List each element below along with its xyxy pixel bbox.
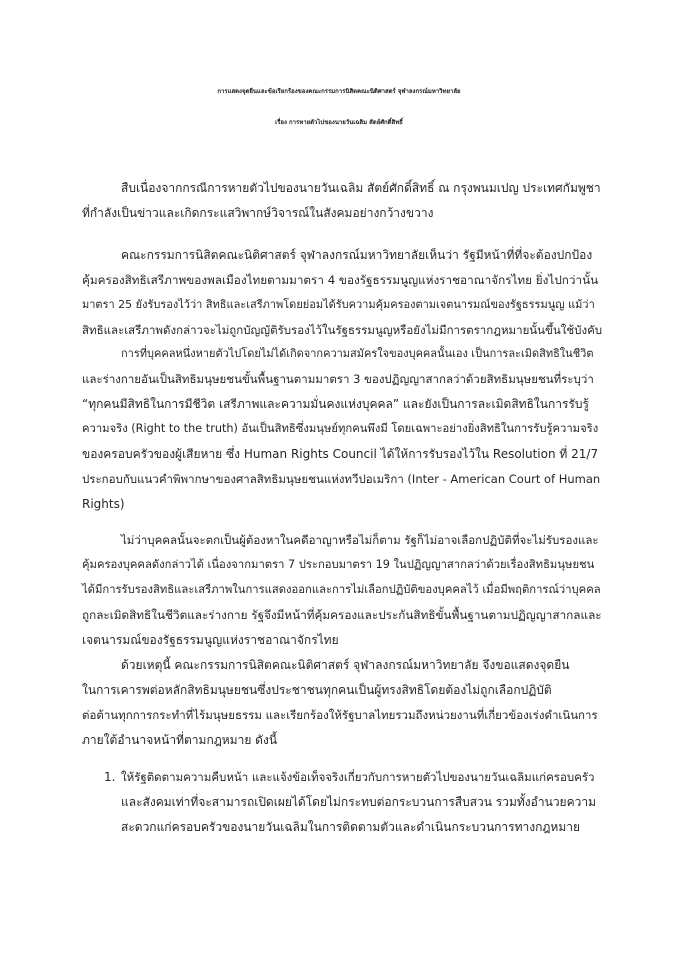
list-item-line: และสังคมเท่าที่จะสามารถเปิดเผยได้โดยไม่กระทบต่อกระบวนการสืบสวน รวมทั้งอำนวยความ [121,795,596,809]
paragraph-line: ภายใต้อำนาจหน้าที่ตามกฎหมาย ดังนี้ [82,733,278,747]
paragraph-line: ได้มีการรับรองสิทธิและเสรีภาพในการแสดงออกและการไม่เลือกปฏิบัติของบุคคลไว้ เมื่อมีพฤติการณ์ว่าบุคคล [82,583,601,596]
paragraph-line: คณะกรรมการนิสิตคณะนิติศาสตร์ จุฬาลงกรณ์มหาวิทยาลัยเห็นว่า รัฐมีหน้าที่ที่จะต้องปกป้อง [121,248,593,262]
document-subject: เรื่อง การหายตัวไปของนายวันเฉลิม สัตย์ศักดิ์สิทธิ์ [275,119,403,126]
paragraph-line: “ทุกคนมีสิทธิในการมีชีวิต เสรีภาพและความมั่นคงแห่งบุคคล” และยังเป็นการละเมิดสิทธิในการรับรู้ [82,397,589,411]
paragraph-line: คุ้มครองบุคคลดังกล่าวได้ เนื่องจากมาตรา 7 ประกอบมาตรา 19 ในปฏิญญาสากลว่าด้วยเรื่องสิทธิมนุษยชน [82,558,595,571]
list-item-line: สะดวกแก่ครอบครัวของนายวันเฉลิมในการติดตามตัวและดำเนินกระบวนการทางกฎหมาย [121,820,581,834]
paragraph-line: ของครอบครัวของผู้เสียหาย ซึ่ง Human Rights Council ได้ให้การรับรองไว้ใน Resolution ที่ 21/7 [82,447,599,461]
document-title: การแสดงจุดยืนและข้อเรียกร้องของคณะกรรมการนิสิตคณะนิติศาสตร์ จุฬาลงกรณ์มหาวิทยาลัย [217,88,461,95]
paragraph-line: คุ้มครองสิทธิเสรีภาพของพลเมืองไทยตามมาตรา 4 ของรัฐธรรมนูญแห่งราชอาณาจักรไทย ยิ่งไปกว่านั้น [82,273,599,287]
list-item-line: ให้รัฐติดตามความคืบหน้า และแจ้งข้อเท็จจริงเกี่ยวกับการหายตัวไปของนายวันเฉลิมแก่ครอบครัว [121,770,595,784]
paragraph-line: ที่กำลังเป็นข่าวและเกิดกระแสวิพากษ์วิจารณ์ในสังคมอย่างกว้างขวาง [82,206,434,220]
paragraph-line: ถูกละเมิดสิทธิในชีวิตและร่างกาย รัฐจึงมีหน้าที่คุ้มครองและประกันสิทธิขั้นพื้นฐานตามปฏิญญาสากลและ [82,608,602,622]
paragraph-line: ในการเคารพต่อหลักสิทธิมนุษยชนซึ่งประชาชนทุกคนเป็นผู้ทรงสิทธิโดยต้องไม่ถูกเลือกปฏิบัติ [82,683,552,697]
paragraph-line: เจตนารมณ์ของรัฐธรรมนูญแห่งราชอาณาจักรไทย [82,633,339,647]
paragraph-line: ไม่ว่าบุคคลนั้นจะตกเป็นผู้ต้องหาในคดีอาญาหรือไม่ก็ตาม รัฐก็ไม่อาจเลือกปฏิบัติที่จะไม่รับรองและ [121,533,599,547]
paragraph-line: สิทธิและเสรีภาพดังกล่าวจะไม่ถูกบัญญัติรับรองไว้ในรัฐธรรมนูญหรือยังไม่มีการตรากฎหมายนั้นขึ้นใช้บังคับ [82,323,603,337]
paragraph-line: ด้วยเหตุนี้ คณะกรรมการนิสิตคณะนิติศาสตร์ จุฬาลงกรณ์มหาวิทยาลัย จึงขอแสดงจุดยืน [121,658,570,672]
list-item-number: 1. [104,770,116,784]
paragraph-line: Rights) [82,497,125,511]
paragraph-line: และร่างกายอันเป็นสิทธิมนุษยชนขั้นพื้นฐานตามมาตรา 3 ของปฏิญญาสากลว่าด้วยสิทธิมนุษยชนที่ระบุว่า [82,372,594,386]
paragraph-line: ความจริง (Right to the truth) อันเป็นสิทธิซึ่งมนุษย์ทุกคนพึงมี โดยเฉพาะอย่างยิ่งสิทธิในการรับรู้ความจริง [82,422,599,435]
paragraph-line: ต่อต้านทุกการกระทำที่ไร้มนุษยธรรม และเรียกร้องให้รัฐบาลไทยรวมถึงหน่วยงานที่เกี่ยวข้องเร่งดำเนินการ [82,708,598,722]
paragraph-line: ประกอบกับแนวคำพิพากษาของศาลสิทธิมนุษยชนแห่งทวีปอเมริกา (Inter - American Court of Human [82,472,601,486]
paragraph-line: มาตรา 25 ยังรับรองไว้ว่า สิทธิและเสรีภาพโดยย่อมได้รับความคุ้มครองตามเจตนารมณ์ของรัฐธรรมนูญ แม้ว่า [82,298,595,311]
paragraph-line: สืบเนื่องจากกรณีการหายตัวไปของนายวันเฉลิม สัตย์ศักดิ์สิทธิ์ ณ กรุงพนมเปญ ประเทศกัมพูชา [121,181,601,195]
paragraph-line: การที่บุคคลหนึ่งหายตัวไปโดยไม่ได้เกิดจากความสมัครใจของบุคคลนั้นเอง เป็นการละเมิดสิทธิในชีวิต [121,347,594,360]
